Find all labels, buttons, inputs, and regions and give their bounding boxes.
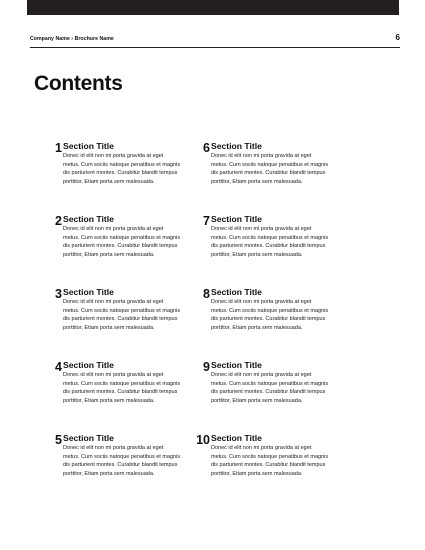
contents-entry[interactable] <box>34 432 194 505</box>
contents-entry[interactable] <box>34 286 194 359</box>
entry-title: Section Title <box>211 433 262 443</box>
entry-body: Donec id elit non mi porta gravida at eget metus. Cum sociis natoque penatibus et magnis dis parturient montes. Curabitur blandit tempus porttitor, Etiam porta sem malesuada. <box>63 299 181 331</box>
entry-title: Section Title <box>211 360 262 370</box>
entry-title: Section Title <box>63 287 114 297</box>
entry-body: Donec id elit non mi porta gravida at eget metus. Cum sociis natoque penatibus et magnis dis parturient montes. Curabitur blandit tempus porttitor, Etiam porta sem malesuada. <box>211 299 329 331</box>
entry-number: 10 <box>196 433 210 447</box>
contents-entry[interactable] <box>182 140 342 213</box>
breadcrumb: Company Name › Brochure Name <box>30 36 114 42</box>
entry-body: Donec id elit non mi porta gravida at eget metus. Cum sociis natoque penatibus et magnis dis parturient montes. Curabitur blandit tempus porttitor, Etiam porta sem malesuada. <box>63 372 181 404</box>
top-bar <box>27 0 399 15</box>
entry-number: 7 <box>203 214 210 228</box>
entry-number: 3 <box>55 287 62 301</box>
contents-column-right <box>182 140 342 505</box>
entry-number: 1 <box>55 141 62 155</box>
page-title: Contents <box>34 72 123 95</box>
entry-number: 6 <box>203 141 210 155</box>
contents-entry[interactable] <box>182 213 342 286</box>
contents-column-left <box>34 140 194 505</box>
contents-entry[interactable] <box>182 286 342 359</box>
contents-entry[interactable] <box>182 359 342 432</box>
page-header <box>30 33 400 48</box>
entry-body: Donec id elit non mi porta gravida at eget metus. Cum sociis natoque penatibus et magnis dis parturient montes. Curabitur blandit tempus porttitor, Etiam porta sem malesuada. <box>211 153 329 185</box>
entry-number: 4 <box>55 360 62 374</box>
contents-entry[interactable] <box>182 432 342 505</box>
entry-body: Donec id elit non mi porta gravida at eget metus. Cum sociis natoque penatibus et magnis dis parturient montes. Curabitur blandit tempus porttitor, Etiam porta sem malesuada. <box>211 445 329 477</box>
entry-number: 8 <box>203 287 210 301</box>
entry-body: Donec id elit non mi porta gravida at eget metus. Cum sociis natoque penatibus et magnis dis parturient montes. Curabitur blandit tempus porttitor, Etiam porta sem malesuada. <box>63 153 181 185</box>
entry-body: Donec id elit non mi porta gravida at eget metus. Cum sociis natoque penatibus et magnis dis parturient montes. Curabitur blandit tempus porttitor, Etiam porta sem malesuada. <box>63 226 181 258</box>
entry-body: Donec id elit non mi porta gravida at eget metus. Cum sociis natoque penatibus et magnis dis parturient montes. Curabitur blandit tempus porttitor, Etiam porta sem malesuada. <box>211 372 329 404</box>
contents-entry[interactable] <box>34 359 194 432</box>
entry-title: Section Title <box>63 433 114 443</box>
entry-title: Section Title <box>63 141 114 151</box>
entry-number: 9 <box>203 360 210 374</box>
entry-title: Section Title <box>211 287 262 297</box>
entry-number: 5 <box>55 433 62 447</box>
entry-number: 2 <box>55 214 62 228</box>
entry-title: Section Title <box>63 214 114 224</box>
entry-title: Section Title <box>63 360 114 370</box>
contents-entry[interactable] <box>34 213 194 286</box>
entry-body: Donec id elit non mi porta gravida at eget metus. Cum sociis natoque penatibus et magnis dis parturient montes. Curabitur blandit tempus porttitor, Etiam porta sem malesuada. <box>211 226 329 258</box>
page-number: 6 <box>395 33 400 42</box>
entry-body: Donec id elit non mi porta gravida at eget metus. Cum sociis natoque penatibus et magnis dis parturient montes. Curabitur blandit tempus porttitor, Etiam porta sem malesuada. <box>63 445 181 477</box>
entry-title: Section Title <box>211 141 262 151</box>
entry-title: Section Title <box>211 214 262 224</box>
contents-entry[interactable] <box>34 140 194 213</box>
